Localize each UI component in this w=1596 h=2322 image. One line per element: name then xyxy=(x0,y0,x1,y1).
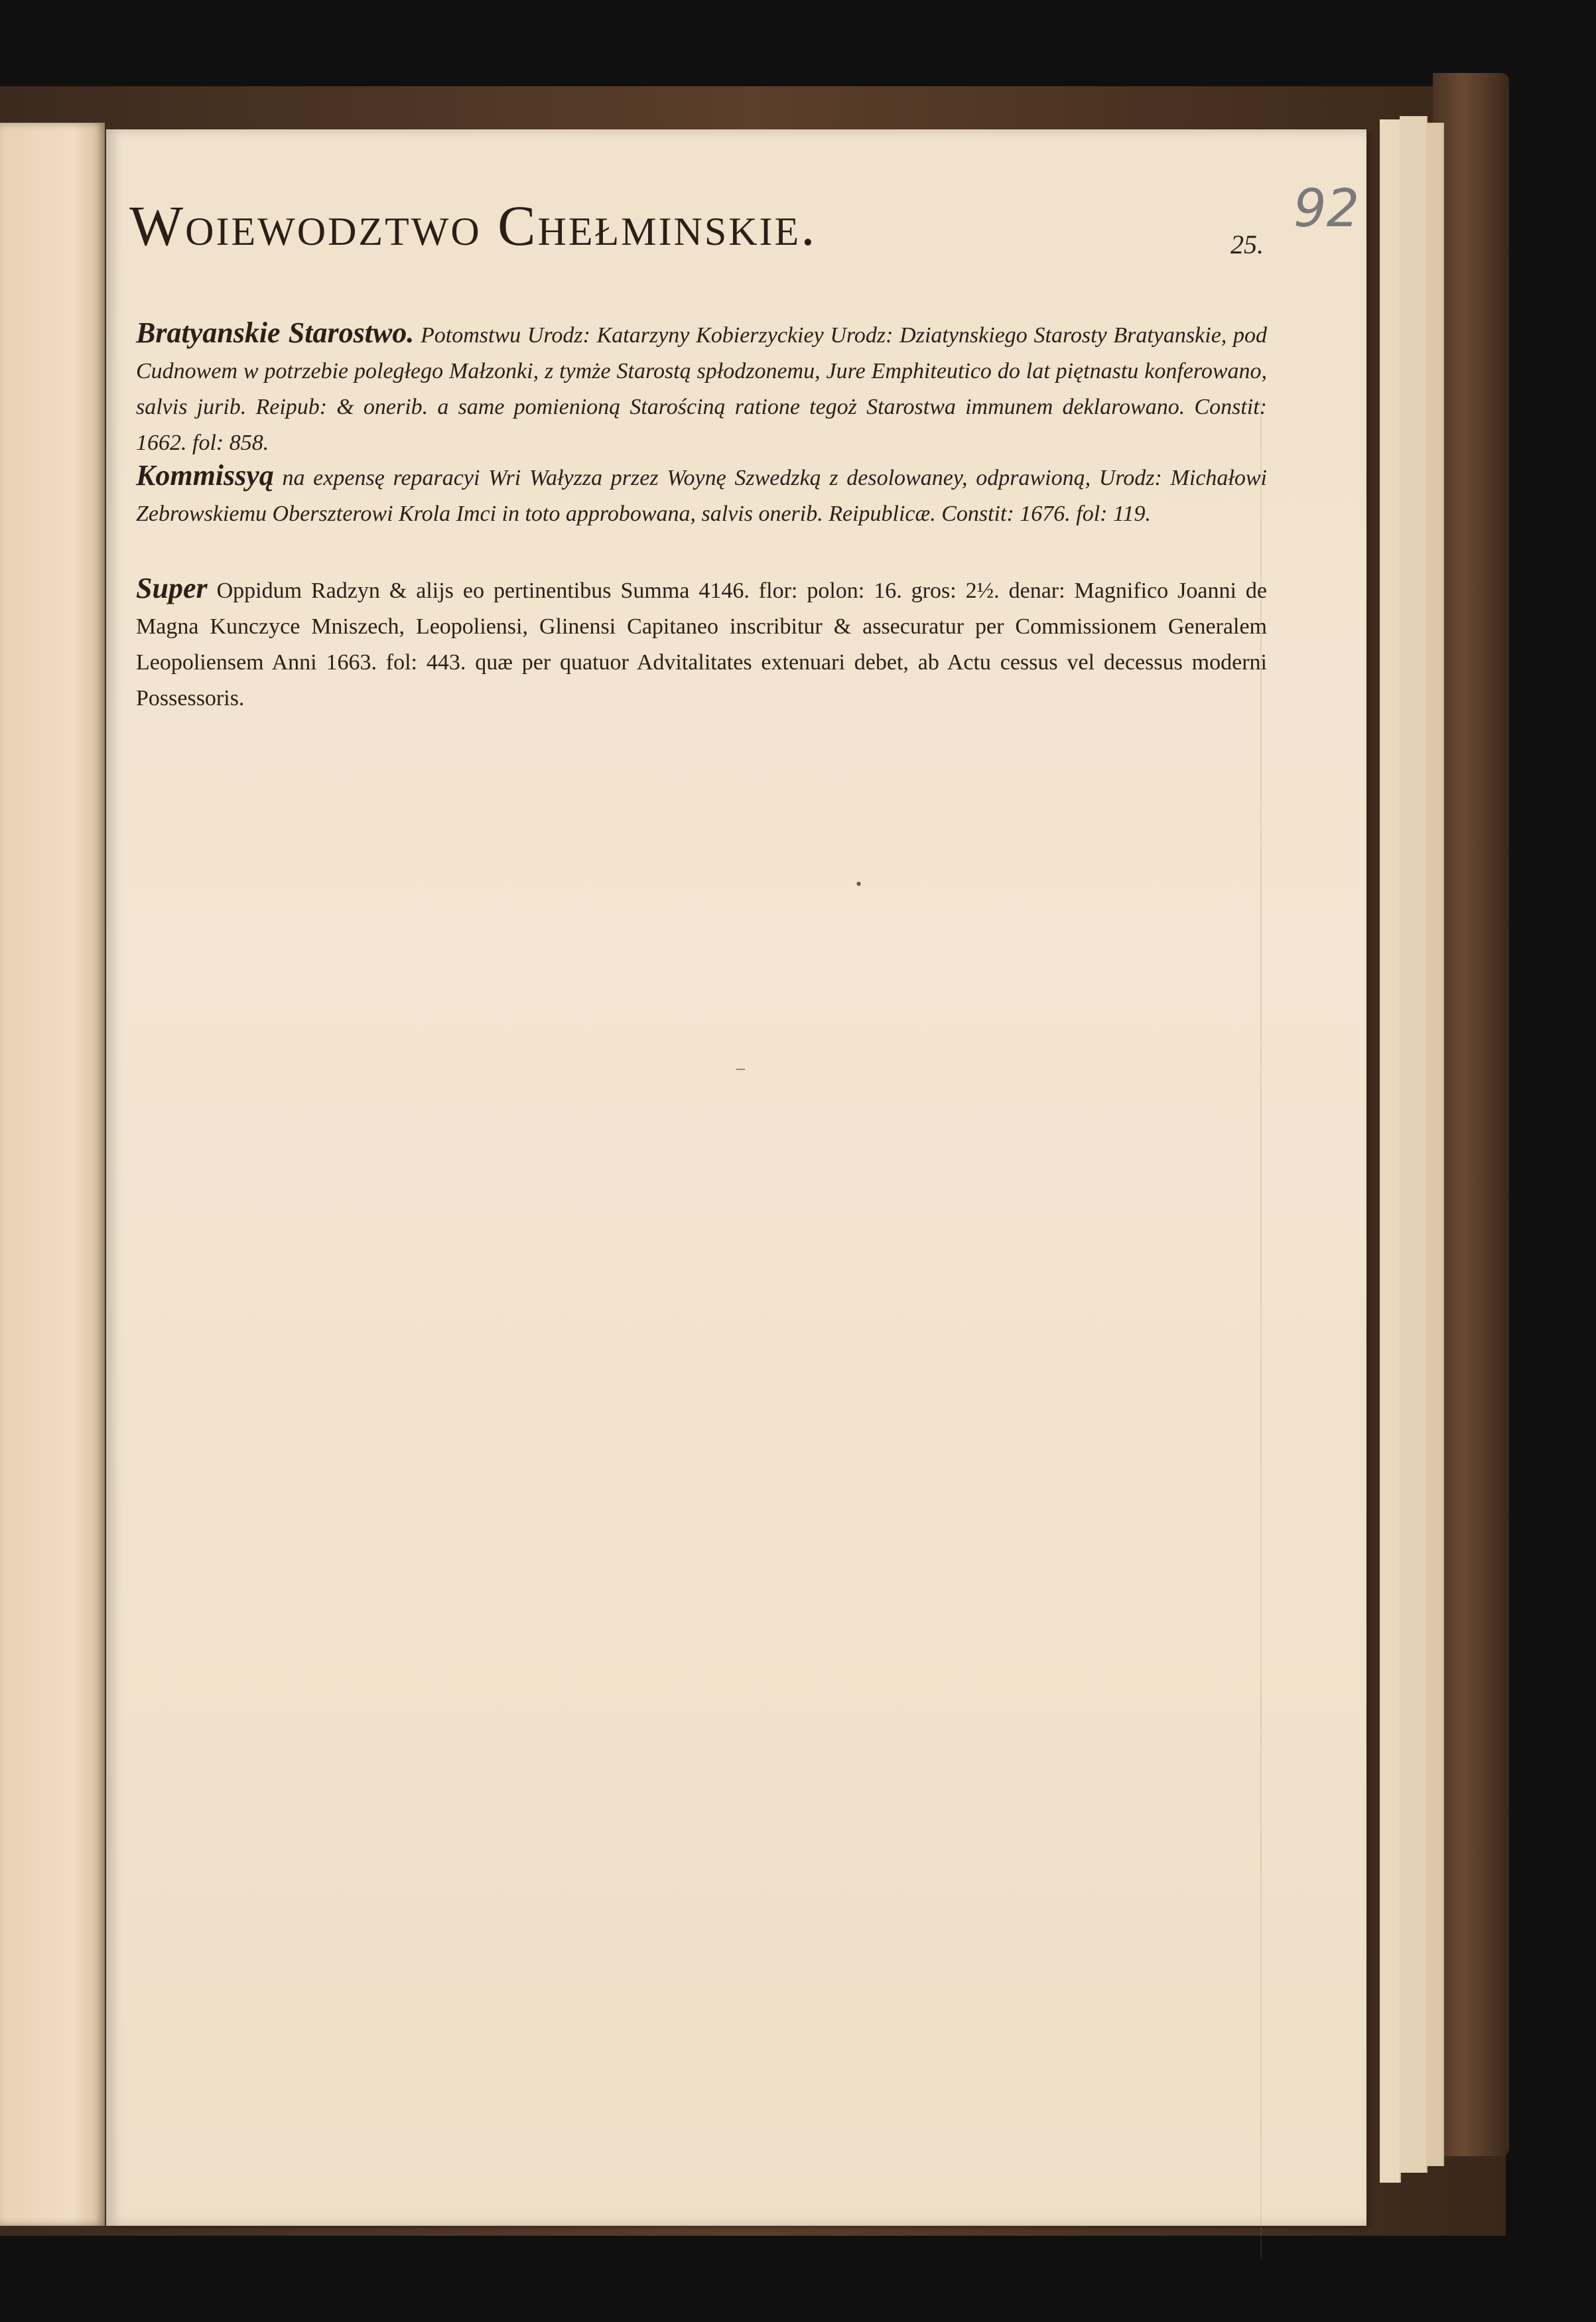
paragraph xyxy=(136,458,1267,532)
folio-number: 92 xyxy=(1294,179,1360,239)
page-heading: Woiewodztwo Chełminskie. xyxy=(129,194,817,257)
paragraph-text: Potomstwu Urodz: Katarzyny Kobierzyckiey Urodz: Dziatynskiego Starosty Bratyanskie, pod Cudnowem w potrzebie poległego Małzonki, z tymże Starostą spłodzonemu, Jure Emphiteutico do lat piętnastu konferowano, salvis jurib. Reipub: & onerib. a same pomienioną Starościną ratione tegoż Starostwa immunem deklarowano. Constit: 1662. fol: 858. xyxy=(136,323,1267,455)
paragraph-lead: Kommissyą xyxy=(136,459,274,492)
ink-dash: – xyxy=(736,1058,745,1077)
paragraph-text: na expensę reparacyi Wri Wałyzza przez Woynę Szwedzką z desolowaney, odprawioną, Urodz: Michałowi Zebrowskiemu Oberszterowi Krola Imci in toto approbowana, salvis onerib. Reipublicæ. Constit: 1676. fol: 119. xyxy=(136,466,1267,526)
paragraph-text: Oppidum Radzyn & alijs eo pertinentibus Summa 4146. flor: polon: 16. gros: 2½. denar: Magnifico Joanni de Magna Kunczyce Mniszech, Leopoliensi, Glinensi Capitaneo inscribitur & assecuratur per Commissionem Generalem Leopoliensem Anni 1663. fol: 443. quæ per quatuor Advitalitates extenuari debet, ab Actu cessus vel decessus moderni Possessoris. xyxy=(136,579,1267,711)
left-page xyxy=(0,123,105,2226)
page-stack-edge xyxy=(1400,116,1428,2173)
page-stack-edge xyxy=(1426,123,1444,2166)
page-stack-edge xyxy=(1380,119,1401,2183)
paragraph-lead: Bratyanskie Starostwo. xyxy=(136,316,415,349)
paragraph xyxy=(136,571,1267,717)
paragraph xyxy=(136,315,1267,461)
book-cover-edge xyxy=(1433,73,1509,2156)
paragraph-lead: Super xyxy=(136,572,208,604)
page-number: 25. xyxy=(1230,230,1264,259)
ink-dot: • xyxy=(856,874,862,894)
